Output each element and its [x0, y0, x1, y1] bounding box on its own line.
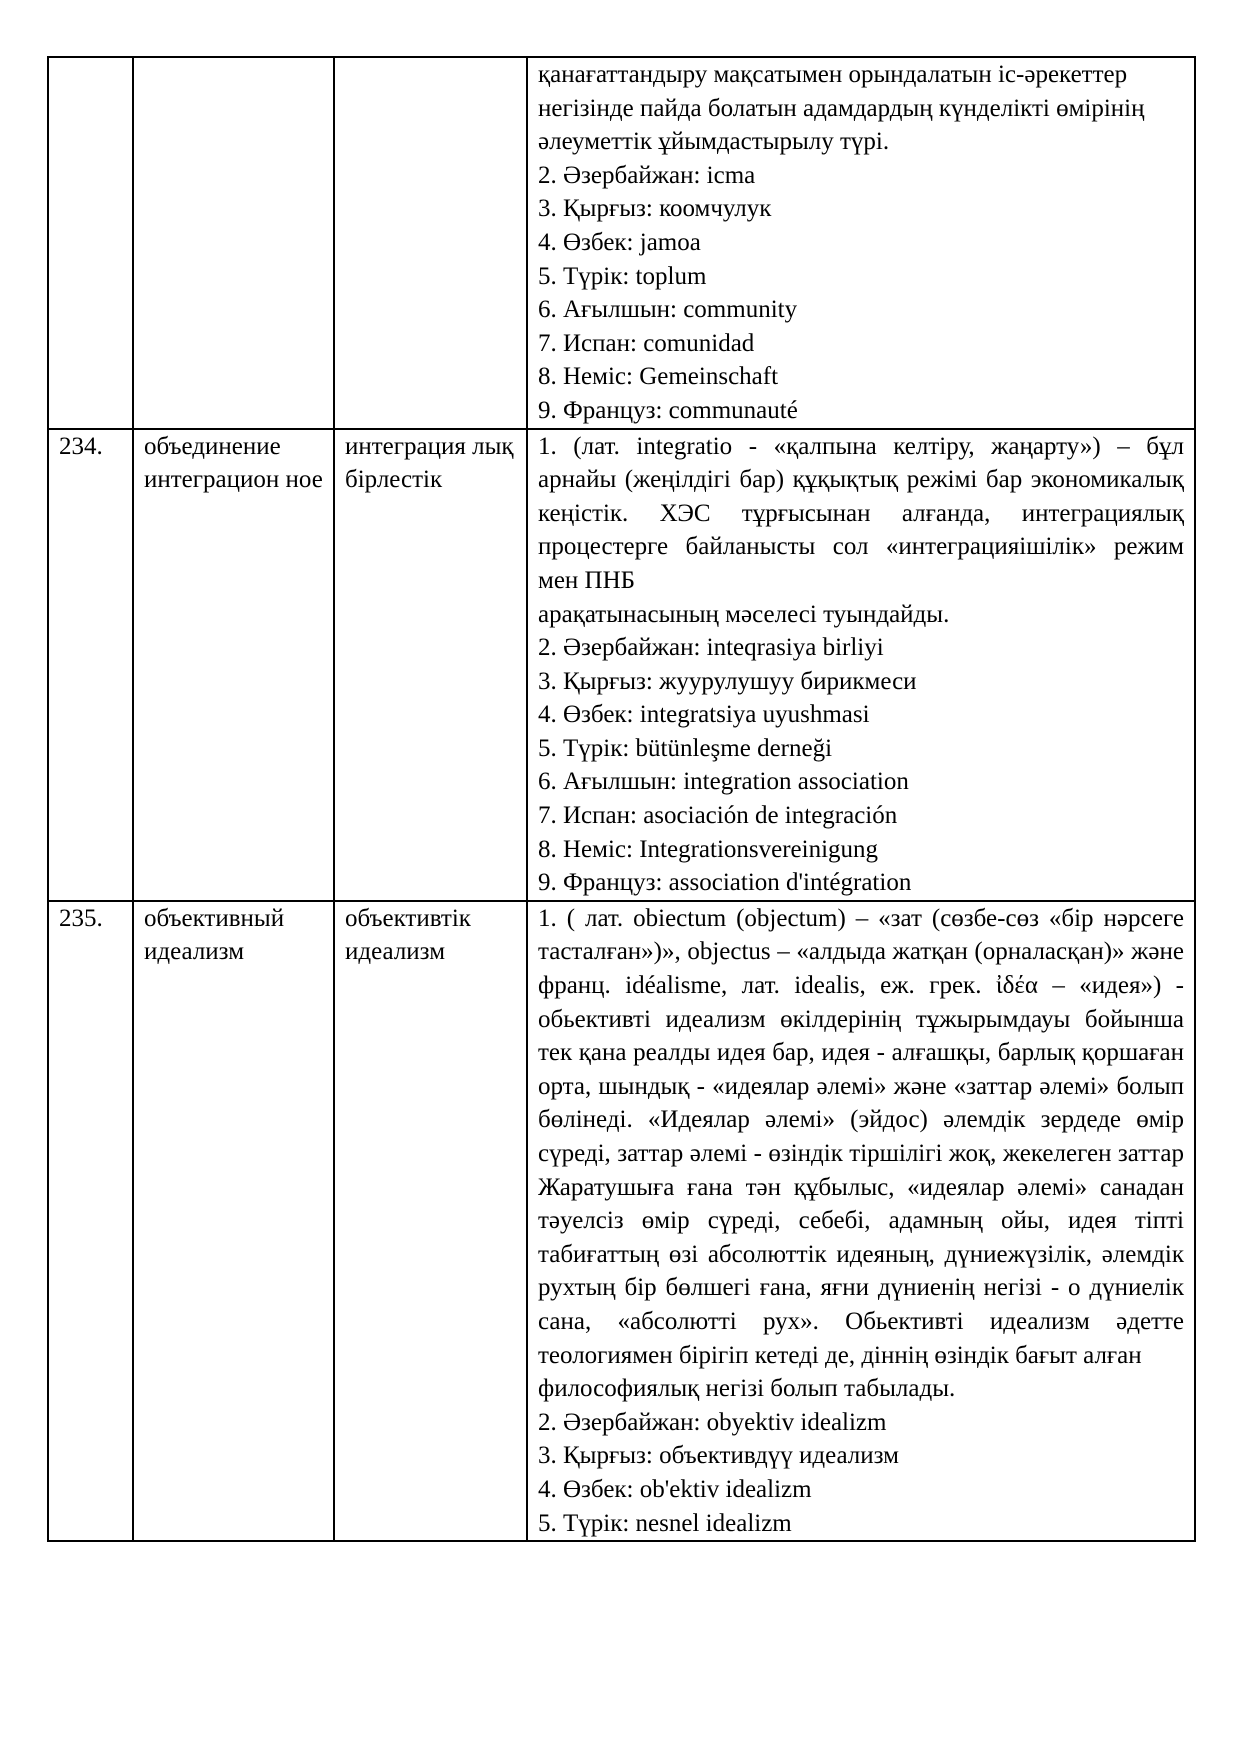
translation-line: 3. Қырғыз: объективдүү идеализм	[538, 1442, 899, 1470]
translation-line: 2. Әзербайжан: icma	[538, 161, 756, 189]
definition-cell	[527, 429, 1195, 901]
definition-text: 1. ( лат. obiectum (objectum) – «зат (сөзбе-сөз «бір нәрсеге тасталған»)», objectus – «алдыда жатқан (орналасқан)» және франц. idéalisme, лат. idealis, еж. грек. ἰδέα – «идея») - обьективті идеализм өкілдерінің тұжырымдауы бойынша тек қана реалды идея бар, идея - алғашқы, барлық қоршаған орта, шындық - «идеялар әлемі» және «заттар әлемі» болып бөлінеді. «Идеялар әлемі» (эйдос) әлемдік зердеде өмір сүреді, заттар әлемі - өзіндік тіршілігі жоқ, жекелеген заттар Жаратушыға ғана тән құбылыс, «идеялар әлемі» санадан тәуелсіз өмір сүреді, себебі, адамның ойы, идея тіпті табиғаттың өзі абсолюттік идеяның, дүниежүзілік, әлемдік рухтың бір бөлшегі ғана, яғни дүниенің негізі - о дүниелік сана, «абсолютті рух». Обьективті идеализм әдетте теологиямен бірігіп кетеді де, діннің өзіндік бағыт алған	[538, 904, 1184, 1369]
table-row	[48, 57, 1195, 429]
definition-text: 1. (лат. integratio - «қалпына келтіру, жаңарту») – бұл арнайы (жеңілдігі бар) құқықтық режімі бар экономикалық кеңістік. ХЭС тұрғысынан алғанда, интеграциялық процестерге байланысты сол «интеграцияішілік» режим мен ПНБ	[538, 432, 1184, 594]
translation-line: 6. Ағылшын: integration association	[538, 768, 909, 796]
translation-line: 7. Испан: asociación de integración	[538, 802, 898, 830]
kazakh-term: объективтік идеализм	[334, 901, 527, 1541]
kazakh-term: интеграция лық бірлестік	[334, 429, 527, 901]
definition-cell	[527, 57, 1195, 429]
translation-line: 9. Француз: communauté	[538, 396, 798, 424]
translation-line: 9. Француз: association d'intégration	[538, 869, 912, 897]
translation-line: 5. Түрік: nesnel idealizm	[538, 1509, 792, 1537]
definition-cell	[527, 901, 1195, 1541]
definition-text-end: философиялық негізі болып табылады.	[538, 1375, 956, 1403]
russian-term	[133, 57, 334, 429]
translation-line: 2. Әзербайжан: obyektiv idealizm	[538, 1408, 887, 1436]
kazakh-term	[334, 57, 527, 429]
table-row	[48, 429, 1195, 901]
translation-line: 3. Қырғыз: жуурулушуу бирикмеси	[538, 667, 917, 695]
definition-text: қанағаттандыру мақсатымен орындалатын іс-әрекеттер негізінде пайда болатын адамдардың күнделікті өмірінің әлеуметтік ұйымдастырылу түрі.	[538, 61, 1145, 156]
translation-line: 5. Түрік: bütünleşme derneği	[538, 734, 833, 762]
glossary-table	[47, 56, 1196, 1542]
entry-number: 234.	[48, 429, 133, 901]
table-row	[48, 901, 1195, 1541]
russian-term: объективный идеализм	[133, 901, 334, 1541]
russian-term: объединение интеграцион ное	[133, 429, 334, 901]
entry-number	[48, 57, 133, 429]
translation-line: 4. Өзбек: integratsiya uyushmasi	[538, 701, 870, 729]
translation-line: 3. Қырғыз: коомчулук	[538, 195, 772, 223]
translation-line: 7. Испан: comunidad	[538, 329, 755, 357]
translation-line: 4. Өзбек: ob'ektiv idealizm	[538, 1475, 812, 1503]
translation-line: 4. Өзбек: jamoa	[538, 228, 701, 256]
translation-line: 6. Ағылшын: community	[538, 296, 798, 324]
entry-number: 235.	[48, 901, 133, 1541]
definition-text-end: арақатынасының мәселесі туындайды.	[538, 600, 950, 628]
translation-line: 8. Неміс: Integrationsvereinigung	[538, 835, 879, 863]
translation-line: 2. Әзербайжан: inteqrasiya birliyi	[538, 634, 884, 662]
translation-line: 8. Неміс: Gemeinschaft	[538, 363, 779, 391]
translation-line: 5. Түрік: toplum	[538, 262, 707, 290]
